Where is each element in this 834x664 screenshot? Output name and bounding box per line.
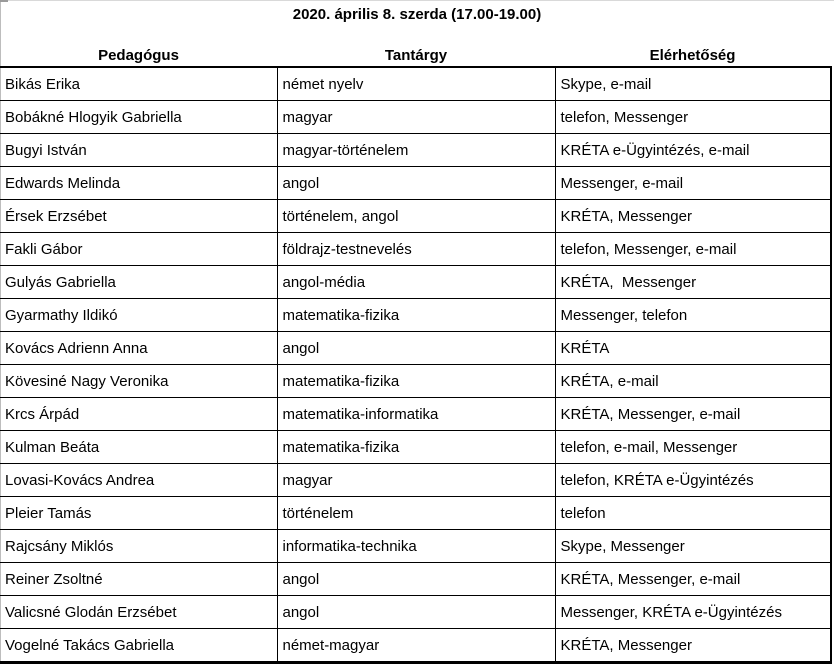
cell-tantargy: angol-média — [277, 266, 555, 299]
cell-elerhetoseg: telefon, Messenger — [555, 101, 831, 134]
table-row — [0, 530, 831, 563]
cell-tantargy: történelem, angol — [277, 200, 555, 233]
table-row — [0, 332, 831, 365]
cell-pedagogus: Kovács Adrienn Anna — [0, 332, 277, 365]
cell-tantargy: történelem — [277, 497, 555, 530]
cell-elerhetoseg: Messenger, telefon — [555, 299, 831, 332]
column-header-pedagogus: Pedagógus — [98, 47, 179, 64]
cell-pedagogus: Reiner Zsoltné — [0, 563, 277, 596]
cell-pedagogus: Bugyi István — [0, 134, 277, 167]
cell-tantargy: földrajz-testnevelés — [277, 233, 555, 266]
table-row — [0, 200, 831, 233]
cell-pedagogus: Lovasi-Kovács Andrea — [0, 464, 277, 497]
schedule-table — [0, 66, 832, 664]
table-row — [0, 101, 831, 134]
cell-tantargy: angol — [277, 332, 555, 365]
cell-elerhetoseg: telefon, e-mail, Messenger — [555, 431, 831, 464]
cell-pedagogus: Kövesiné Nagy Veronika — [0, 365, 277, 398]
cell-pedagogus: Rajcsány Miklós — [0, 530, 277, 563]
cell-tantargy: angol — [277, 563, 555, 596]
cell-tantargy: angol — [277, 596, 555, 629]
table-row — [0, 596, 831, 629]
table-row — [0, 464, 831, 497]
cell-tantargy: magyar-történelem — [277, 134, 555, 167]
cell-pedagogus: Pleier Tamás — [0, 497, 277, 530]
cell-pedagogus: Bobákné Hlogyik Gabriella — [0, 101, 277, 134]
table-row — [0, 167, 831, 200]
cell-elerhetoseg: telefon, KRÉTA e-Ügyintézés — [555, 464, 831, 497]
table-row — [0, 299, 831, 332]
cell-pedagogus: Gyarmathy Ildikó — [0, 299, 277, 332]
cell-tantargy: német-magyar — [277, 629, 555, 663]
cell-tantargy: matematika-fizika — [277, 431, 555, 464]
cell-pedagogus: Bikás Erika — [0, 67, 277, 101]
table-row — [0, 431, 831, 464]
cell-elerhetoseg: KRÉTA e-Ügyintézés, e-mail — [555, 134, 831, 167]
cell-tantargy: magyar — [277, 101, 555, 134]
schedule-table-body — [0, 67, 831, 663]
cell-elerhetoseg: Messenger, KRÉTA e-Ügyintézés — [555, 596, 831, 629]
cell-tantargy: angol — [277, 167, 555, 200]
cell-tantargy: német nyelv — [277, 67, 555, 101]
cell-tantargy: matematika-fizika — [277, 299, 555, 332]
cell-elerhetoseg: KRÉTA, Messenger, e-mail — [555, 563, 831, 596]
cell-elerhetoseg: KRÉTA, e-mail — [555, 365, 831, 398]
table-row — [0, 398, 831, 431]
cell-pedagogus: Valicsné Glodán Erzsébet — [0, 596, 277, 629]
cell-pedagogus: Fakli Gábor — [0, 233, 277, 266]
table-row — [0, 497, 831, 530]
cell-tantargy: informatika-technika — [277, 530, 555, 563]
table-column-headers — [0, 47, 830, 65]
cell-elerhetoseg: KRÉTA — [555, 332, 831, 365]
cell-tantargy: magyar — [277, 464, 555, 497]
cell-tantargy: matematika-informatika — [277, 398, 555, 431]
cell-elerhetoseg: KRÉTA, Messenger — [555, 266, 831, 299]
table-row — [0, 67, 831, 101]
table-row — [0, 365, 831, 398]
cell-pedagogus: Gulyás Gabriella — [0, 266, 277, 299]
table-row — [0, 629, 831, 663]
page-edge-top — [0, 0, 834, 1]
table-row — [0, 233, 831, 266]
cell-elerhetoseg: Messenger, e-mail — [555, 167, 831, 200]
column-header-tantargy: Tantárgy — [384, 47, 448, 64]
cell-elerhetoseg: Skype, Messenger — [555, 530, 831, 563]
cell-pedagogus: Kulman Beáta — [0, 431, 277, 464]
corner-crop-mark — [0, 0, 8, 2]
table-row — [0, 134, 831, 167]
cell-pedagogus: Krcs Árpád — [0, 398, 277, 431]
table-row — [0, 266, 831, 299]
cell-elerhetoseg: telefon, Messenger, e-mail — [555, 233, 831, 266]
cell-elerhetoseg: KRÉTA, Messenger, e-mail — [555, 398, 831, 431]
cell-elerhetoseg: KRÉTA, Messenger — [555, 629, 831, 663]
column-header-elerhetoseg: Elérhetőség — [649, 47, 736, 64]
cell-tantargy: matematika-fizika — [277, 365, 555, 398]
cell-elerhetoseg: Skype, e-mail — [555, 67, 831, 101]
page-title: 2020. április 8. szerda (17.00-19.00) — [292, 6, 542, 23]
cell-elerhetoseg: KRÉTA, Messenger — [555, 200, 831, 233]
cell-pedagogus: Érsek Erzsébet — [0, 200, 277, 233]
cell-elerhetoseg: telefon — [555, 497, 831, 530]
cell-pedagogus: Vogelné Takács Gabriella — [0, 629, 277, 663]
cell-pedagogus: Edwards Melinda — [0, 167, 277, 200]
table-row — [0, 563, 831, 596]
